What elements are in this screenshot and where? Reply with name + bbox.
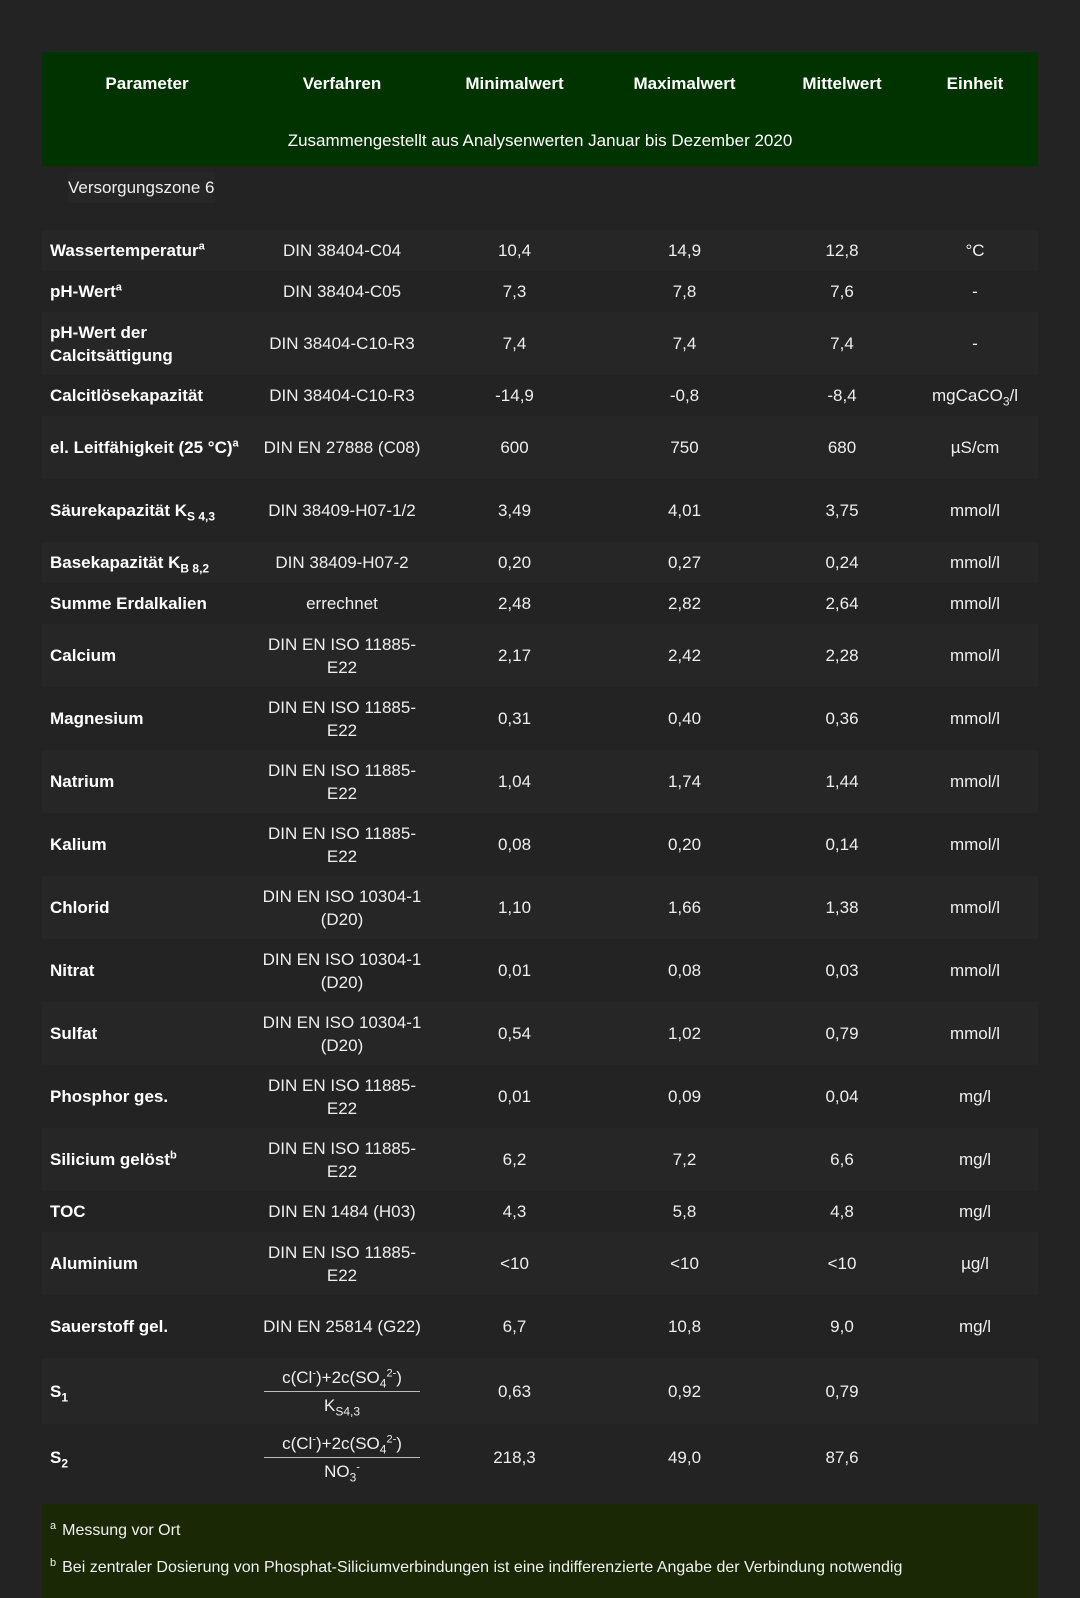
- table-row: [42, 312, 1038, 375]
- spacer-row: [42, 210, 1038, 230]
- max-value: 1,02: [597, 1002, 772, 1065]
- num-part: c(Cl: [282, 1367, 313, 1387]
- parameter-name: Sulfat: [42, 1002, 252, 1065]
- parameter-name: Calcitlösekapazität: [42, 375, 252, 416]
- mean-value: -8,4: [772, 375, 912, 416]
- footnote-marker-a: a: [115, 281, 122, 294]
- parameter-name: pH-Wert: [50, 282, 116, 301]
- max-value: 0,09: [597, 1065, 772, 1128]
- table-row: [42, 542, 1038, 583]
- max-value: 750: [597, 416, 772, 479]
- parameter-name: S: [50, 1447, 62, 1467]
- table-row: [42, 479, 1038, 542]
- fraction: [264, 1366, 420, 1417]
- unit-cell: mmol/l: [912, 624, 1038, 687]
- method-cell: DIN EN ISO 11885-E22: [252, 1065, 432, 1128]
- mean-value: 1,38: [772, 876, 912, 939]
- method-cell: DIN EN 27888 (C08): [252, 416, 432, 479]
- min-value: 0,01: [432, 939, 597, 1002]
- parameter-name: el. Leitfähigkeit (25 °C): [50, 438, 233, 457]
- method-cell: DIN EN ISO 10304-1 (D20): [252, 939, 432, 1002]
- min-value: 218,3: [432, 1424, 597, 1490]
- min-value: 7,4: [432, 312, 597, 375]
- table-row: [42, 230, 1038, 271]
- table-row: [42, 813, 1038, 876]
- num-sub: 4: [379, 1375, 387, 1390]
- parameter-name: Sauerstoff gel.: [42, 1295, 252, 1358]
- unit-subscript: 3: [1002, 394, 1010, 409]
- min-value: 1,04: [432, 750, 597, 813]
- method-cell: DIN EN 25814 (G22): [252, 1295, 432, 1358]
- min-value: -14,9: [432, 375, 597, 416]
- fraction-denominator: [264, 1458, 420, 1483]
- unit-cell: mmol/l: [912, 813, 1038, 876]
- method-cell: DIN EN ISO 11885-E22: [252, 813, 432, 876]
- mean-value: 3,75: [772, 479, 912, 542]
- zone-row: [42, 166, 1038, 210]
- method-cell: DIN 38404-C05: [252, 271, 432, 312]
- table-row: [42, 416, 1038, 479]
- table-row: [42, 583, 1038, 624]
- mean-value: 12,8: [772, 230, 912, 271]
- parameter-subscript: 1: [61, 1389, 69, 1404]
- unit-cell: µg/l: [912, 1232, 1038, 1295]
- parameter-name: Aluminium: [42, 1232, 252, 1295]
- water-analysis-table: [42, 52, 1038, 1490]
- mean-value: 2,28: [772, 624, 912, 687]
- method-cell: DIN EN ISO 11885-E22: [252, 624, 432, 687]
- method-cell: DIN 38409-H07-2: [252, 542, 432, 583]
- den-sup: -: [356, 1460, 360, 1473]
- unit-cell: mmol/l: [912, 1002, 1038, 1065]
- parameter-name: Summe Erdalkalien: [42, 583, 252, 624]
- min-value: 0,54: [432, 1002, 597, 1065]
- unit-cell: -: [912, 271, 1038, 312]
- table-row: [42, 1358, 1038, 1424]
- header-einheit: Einheit: [912, 52, 1038, 116]
- den-sub: S4,3: [335, 1403, 361, 1418]
- unit-cell: mg/l: [912, 1191, 1038, 1232]
- unit-cell: mg/l: [912, 1295, 1038, 1358]
- num-sup: 2-: [386, 1366, 397, 1379]
- parameter-name: Silicium gelöst: [50, 1150, 170, 1169]
- footnote-text: Bei zentraler Dosierung von Phosphat-Siliciumverbindungen ist eine indifferenzierte Angabe der Verbindung notwendig: [62, 1559, 903, 1576]
- min-value: 0,01: [432, 1065, 597, 1128]
- min-value: 0,31: [432, 687, 597, 750]
- header-minimalwert: Minimalwert: [432, 52, 597, 116]
- max-value: 14,9: [597, 230, 772, 271]
- parameter-name: Chlorid: [42, 876, 252, 939]
- num-sup: -: [312, 1432, 316, 1445]
- fraction-denominator: [264, 1392, 420, 1417]
- footnote-mark: a: [50, 1519, 57, 1532]
- max-value: 10,8: [597, 1295, 772, 1358]
- table-row: [42, 687, 1038, 750]
- mean-value: 0,03: [772, 939, 912, 1002]
- parameter-name: Kalium: [42, 813, 252, 876]
- footnote-mark: b: [50, 1556, 57, 1569]
- parameter-subscript: 2: [61, 1455, 69, 1470]
- header-maximalwert: Maximalwert: [597, 52, 772, 116]
- min-value: 2,48: [432, 583, 597, 624]
- method-cell: DIN EN ISO 10304-1 (D20): [252, 1002, 432, 1065]
- table-row: [42, 1065, 1038, 1128]
- header-verfahren: Verfahren: [252, 52, 432, 116]
- table-row: [42, 1424, 1038, 1490]
- num-part: ): [396, 1433, 402, 1453]
- unit-cell: mmol/l: [912, 542, 1038, 583]
- method-cell: DIN EN ISO 11885-E22: [252, 750, 432, 813]
- unit-cell: [912, 1424, 1038, 1490]
- method-cell: DIN EN 1484 (H03): [252, 1191, 432, 1232]
- header-mittelwert: Mittelwert: [772, 52, 912, 116]
- footnotes: [42, 1504, 1038, 1598]
- unit-cell: mg/l: [912, 1128, 1038, 1191]
- table-subtitle: Zusammengestellt aus Analysenwerten Januar bis Dezember 2020: [42, 116, 1038, 166]
- mean-value: 0,79: [772, 1002, 912, 1065]
- unit-cell: mmol/l: [912, 583, 1038, 624]
- unit-tail: /l: [1009, 386, 1019, 405]
- mean-value: 7,6: [772, 271, 912, 312]
- unit-cell: µS/cm: [912, 416, 1038, 479]
- method-cell: DIN EN ISO 11885-E22: [252, 1128, 432, 1191]
- min-value: 6,7: [432, 1295, 597, 1358]
- num-part: )+2c(SO: [315, 1367, 380, 1387]
- max-value: 2,82: [597, 583, 772, 624]
- table-row: [42, 876, 1038, 939]
- mean-value: 9,0: [772, 1295, 912, 1358]
- min-value: 2,17: [432, 624, 597, 687]
- min-value: 7,3: [432, 271, 597, 312]
- parameter-name: Wassertemperatur: [50, 241, 199, 260]
- table-row: [42, 375, 1038, 416]
- parameter-name: Basekapazität K: [50, 553, 181, 572]
- unit-text: mgCaCO: [931, 386, 1003, 405]
- max-value: 49,0: [597, 1424, 772, 1490]
- mean-value: 680: [772, 416, 912, 479]
- unit-cell: mmol/l: [912, 750, 1038, 813]
- num-sub: 4: [379, 1441, 387, 1456]
- method-cell: DIN 38404-C10-R3: [252, 375, 432, 416]
- parameter-subscript: S 4,3: [187, 509, 216, 524]
- min-value: 1,10: [432, 876, 597, 939]
- table-row: [42, 939, 1038, 1002]
- footnote-a: [50, 1512, 1028, 1549]
- num-part: )+2c(SO: [315, 1433, 380, 1453]
- parameter-subscript: B 8,2: [180, 561, 210, 576]
- unit-cell: mmol/l: [912, 939, 1038, 1002]
- mean-value: 6,6: [772, 1128, 912, 1191]
- footnote-b: [50, 1549, 1028, 1586]
- table-row: [42, 1002, 1038, 1065]
- header-parameter: Parameter: [42, 52, 252, 116]
- min-value: 3,49: [432, 479, 597, 542]
- unit-cell: -: [912, 312, 1038, 375]
- footnote-text: Messung vor Ort: [62, 1522, 181, 1539]
- parameter-name: Säurekapazität K: [50, 501, 187, 520]
- footnote-marker-a: a: [198, 240, 205, 253]
- mean-value: 0,36: [772, 687, 912, 750]
- min-value: 6,2: [432, 1128, 597, 1191]
- max-value: 7,4: [597, 312, 772, 375]
- unit-cell: mmol/l: [912, 876, 1038, 939]
- mean-value: 0,79: [772, 1358, 912, 1424]
- parameter-name: S: [50, 1381, 62, 1401]
- formula-cell: [252, 1424, 432, 1490]
- min-value: 4,3: [432, 1191, 597, 1232]
- method-cell: DIN 38404-C04: [252, 230, 432, 271]
- table-body: [42, 230, 1038, 1490]
- parameter-name: Nitrat: [42, 939, 252, 1002]
- unit-cell: mg/l: [912, 1065, 1038, 1128]
- mean-value: 1,44: [772, 750, 912, 813]
- method-cell: DIN EN ISO 11885-E22: [252, 687, 432, 750]
- parameter-name: Magnesium: [42, 687, 252, 750]
- method-cell: DIN 38409-H07-1/2: [252, 479, 432, 542]
- parameter-name: Natrium: [42, 750, 252, 813]
- parameter-name: Calcium: [42, 624, 252, 687]
- fraction: [264, 1432, 420, 1483]
- parameter-name: TOC: [42, 1191, 252, 1232]
- max-value: 0,27: [597, 542, 772, 583]
- num-sup: -: [312, 1366, 316, 1379]
- min-value: 0,63: [432, 1358, 597, 1424]
- max-value: <10: [597, 1232, 772, 1295]
- den-part: K: [323, 1395, 336, 1415]
- parameter-name: pH-Wert der Calcitsättigung: [42, 312, 252, 375]
- max-value: 2,42: [597, 624, 772, 687]
- num-part: c(Cl: [282, 1433, 313, 1453]
- max-value: 0,08: [597, 939, 772, 1002]
- max-value: 4,01: [597, 479, 772, 542]
- fraction-numerator: [264, 1432, 420, 1458]
- mean-value: 4,8: [772, 1191, 912, 1232]
- unit-cell: [912, 375, 1038, 416]
- method-cell: DIN EN ISO 11885-E22: [252, 1232, 432, 1295]
- mean-value: 0,04: [772, 1065, 912, 1128]
- table-row: [42, 1232, 1038, 1295]
- water-analysis-table-container: [42, 52, 1038, 1598]
- unit-cell: °C: [912, 230, 1038, 271]
- mean-value: 2,64: [772, 583, 912, 624]
- zone-label: Versorgungszone 6: [68, 172, 215, 203]
- method-cell: DIN EN ISO 10304-1 (D20): [252, 876, 432, 939]
- max-value: 7,8: [597, 271, 772, 312]
- unit-cell: mmol/l: [912, 479, 1038, 542]
- mean-value: <10: [772, 1232, 912, 1295]
- parameter-name: Phosphor ges.: [42, 1065, 252, 1128]
- max-value: 0,20: [597, 813, 772, 876]
- method-cell: DIN 38404-C10-R3: [252, 312, 432, 375]
- table-row: [42, 1295, 1038, 1358]
- subtitle-row: [42, 116, 1038, 166]
- mean-value: 7,4: [772, 312, 912, 375]
- max-value: 0,92: [597, 1358, 772, 1424]
- footnote-marker-a: a: [232, 437, 239, 450]
- max-value: 7,2: [597, 1128, 772, 1191]
- table-row: [42, 1191, 1038, 1232]
- mean-value: 87,6: [772, 1424, 912, 1490]
- formula-cell: [252, 1358, 432, 1424]
- method-cell: errechnet: [252, 583, 432, 624]
- fraction-numerator: [264, 1366, 420, 1392]
- unit-cell: mmol/l: [912, 687, 1038, 750]
- table-row: [42, 1128, 1038, 1191]
- max-value: -0,8: [597, 375, 772, 416]
- min-value: <10: [432, 1232, 597, 1295]
- den-sub: 3: [349, 1469, 357, 1484]
- num-sup: 2-: [386, 1432, 397, 1445]
- footnote-marker-b: b: [169, 1149, 177, 1162]
- mean-value: 0,24: [772, 542, 912, 583]
- min-value: 0,08: [432, 813, 597, 876]
- den-part: NO: [324, 1461, 350, 1481]
- mean-value: 0,14: [772, 813, 912, 876]
- table-row: [42, 271, 1038, 312]
- min-value: 10,4: [432, 230, 597, 271]
- max-value: 1,74: [597, 750, 772, 813]
- table-row: [42, 624, 1038, 687]
- max-value: 5,8: [597, 1191, 772, 1232]
- table-header-row: [42, 52, 1038, 116]
- min-value: 600: [432, 416, 597, 479]
- min-value: 0,20: [432, 542, 597, 583]
- num-part: ): [396, 1367, 402, 1387]
- unit-cell: [912, 1358, 1038, 1424]
- max-value: 1,66: [597, 876, 772, 939]
- max-value: 0,40: [597, 687, 772, 750]
- table-row: [42, 750, 1038, 813]
